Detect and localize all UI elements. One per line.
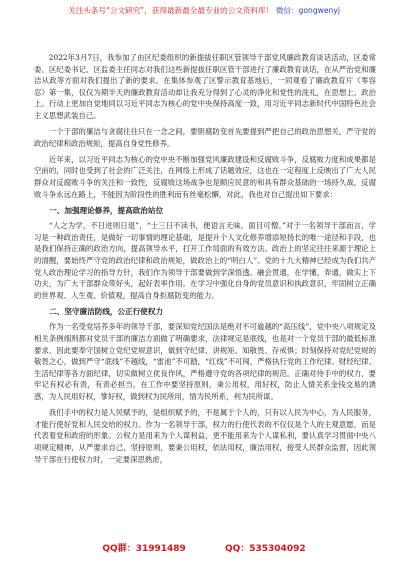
banner-text: 关注头条号“公文研究”，获得最新最全最专业的公文资料库！: [68, 6, 274, 15]
header-banner: [0, 6, 408, 16]
footer-contact: [0, 541, 408, 554]
section-1-paragraph-1: “人之为学，不日进则日退”，“士三日不读书，便语言无味，面目可憎。”对于一名领导干部而言，学习是一种政治责任，是做好一切事情的理论基础，是提升个人文化修养增添短扬长的唯一途径和手段，也是我们保持正确的政治方向，提高领导水平，打开工作局面的有效方法。政治上的坚定往往来源于理论上的清醒，要始终严守党的政治纪律和政治规矩，做政治上的“明白人”。党的十九大精神已经成为我们共产党人政治理论学习的指导方针，我们作为领导干部要做到学深悟透、融会贯通，在学懂、弄通，做实上下功夫，为广大干部群众带好头，起好表率作用。在学习中强化自身的党员意识和执政意识，牢固树立正确的世界观、人生观、价值观，提高自身拒腐防变的能力。: [34, 221, 376, 300]
section-2-paragraph-1: 作为一名受党培养多年的领导干部，要深知党纪国法是绝对不可逾越的“高压线”，党中央八项规定及相关条例细则都对党员干部的廉洁方面做了明确要求，法律规定是底线，也是对一个党员干部的最低标准要求。因此要奉守国树立党纪党规意识，做到守纪律、讲规矩、知敬畏、存戒惧；时刻保持对党纪党规的敬畏之心，做到严守“底线”不越线，“雷池”不可踏，“红线”不可闯，严格执行党的工作纪律、财经纪律、生活纪律等各方面纪律，切实做树立优良作风，严格遵守党的各项纪律的规范。正确对待手中的权力，要牢记有权必有责，有责必担当，在工作中要坚持原则，秉公用权，用好权，防止人情关系金钱交易的诱惑，为人民用好权，掌好权，做到权为民所用，情为民所系，利为民所谋。: [34, 322, 376, 402]
section-2-heading: 二、坚守廉洁防线，公正行使权力: [49, 306, 164, 316]
section-2-paragraph-2: 我们手中的权力是人民赋予的，是组织赋予的，不是属于个人的，只有以人民为中心，为人民服务，才能行使好党和人民交给的权力。作为一名领导干部，权力的行使代表的不仅仅是个人的主观意愿，而是代表着党和政府的形象。公权力是用来为个人谋利益，更不能用来为个人谋私利，要认真学习贯彻中央八项规定精神，从严要求自己，坚持原则，要秉公用权，依法用权，廉洁用权，接受人民群众监督，因此领导干部在行使权力时，一定要深思熟虑，: [34, 408, 376, 464]
intro-paragraph-3: 近年来，以习近平同志为核心的党中央不断加强党风廉政建设和反腐败斗争，反腐败力度和成果都是空前的，同时也受到了社会的广泛关注，在网络上形成了话题效应，这也在一定程度上反映出了广大人民群众对反腐败斗争的关注和一致性，反腐败这场战争也是顺应民意的和具有群众基础的一场持久战，反腐败斗争永远在路上，不能因为阶段性的胜利而有丝毫松懈。对此，我也对自己提出如下要求：: [34, 154, 376, 199]
intro-paragraph-1: 2022年3月7日，我参加了由区纪委组织的新提拔任职区管领导干部党风廉政教育谈话活动，区委常委、区纪委书记、区监委主任同志对我们这些新提拔任职区管干部进行了廉政教育谈话，在从严治党和廉洁从政等方面对我们提出了新的要求。在集体参观了区警示教育基地后，一同观看了廉政教育片《零容忍》第一集，仅仅为期半天的廉政教育活动却让我充分得到了心灵的净化和党性的洗礼，在思想上、政治上、行动上更加自觉地同以习近平同志为核心的党中央保持高度一致，用习近平同志新时代中国特色社会主义思想武装自己。: [34, 53, 376, 120]
document-body: [34, 52, 376, 470]
intro-paragraph-2: 一个干部的廉洁与贪腐往往只在一念之间，要胆腐防变首先要提到严把自己的政治思想关，严守党的政治纪律和政治规矩，提高自身党性修养。: [34, 127, 376, 148]
wechat-label: 微信：: [275, 6, 299, 15]
qq-number: QQ：535304092: [224, 544, 306, 554]
section-1-heading: 一、加强理论修养，提高政治站位: [49, 205, 164, 215]
wechat-id: gongwenyj: [298, 6, 340, 15]
qq-group: QQ群：31991489: [102, 544, 186, 554]
